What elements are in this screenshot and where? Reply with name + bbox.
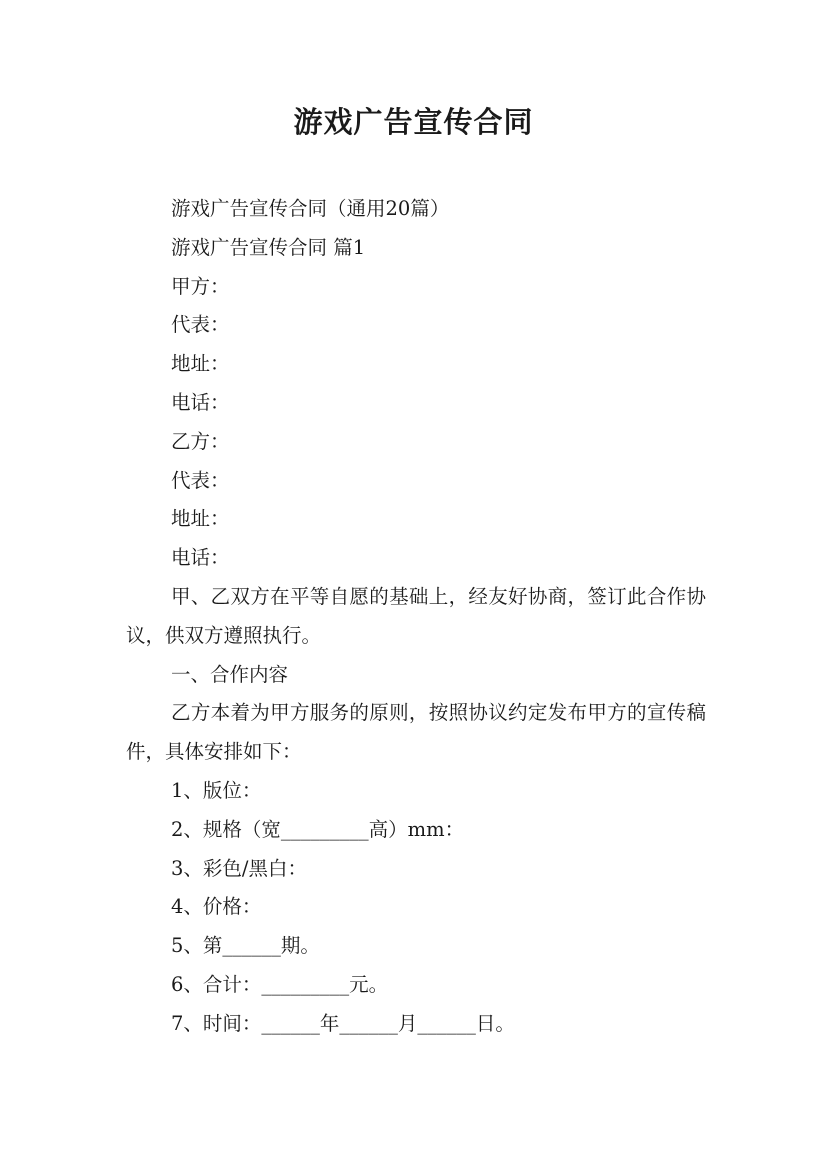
subtitle-line: 游戏广告宣传合同（通用20篇） xyxy=(171,197,450,220)
item-issue: 5、第______期。 xyxy=(171,934,320,958)
party-b-representative: 代表： xyxy=(171,468,230,492)
party-a-representative: 代表： xyxy=(171,313,230,337)
item-time: 7、时间：______年______月______日。 xyxy=(171,1011,515,1035)
item-price: 4、价格： xyxy=(171,895,262,919)
party-a-address: 地址： xyxy=(171,352,230,376)
document-title: 游戏广告宣传合同 xyxy=(293,105,534,139)
party-b-phone: 电话： xyxy=(171,546,230,570)
item-position: 1、版位： xyxy=(171,778,262,802)
article-heading: 游戏广告宣传合同 篇1 xyxy=(171,235,366,259)
item-size: 2、规格（宽_________高）mm： xyxy=(171,817,465,841)
party-b-label: 乙方： xyxy=(171,429,230,453)
party-b-address: 地址： xyxy=(171,507,230,531)
section-1-paragraph: 乙方本着为甲方服务的原则，按照协议约定发布甲方的宣传稿件，具体安排如下： xyxy=(126,701,706,764)
document-body xyxy=(126,190,706,1044)
item-color: 3、彩色/黑白： xyxy=(171,856,307,880)
item-total: 6、合计：_________元。 xyxy=(171,972,389,996)
section-1-heading: 一、合作内容 xyxy=(171,662,289,686)
party-a-phone: 电话： xyxy=(171,390,230,414)
intro-paragraph: 甲、乙双方在平等自愿的基础上，经友好协商，签订此合作协议，供双方遵照执行。 xyxy=(126,584,706,647)
party-a-label: 甲方： xyxy=(171,274,230,298)
